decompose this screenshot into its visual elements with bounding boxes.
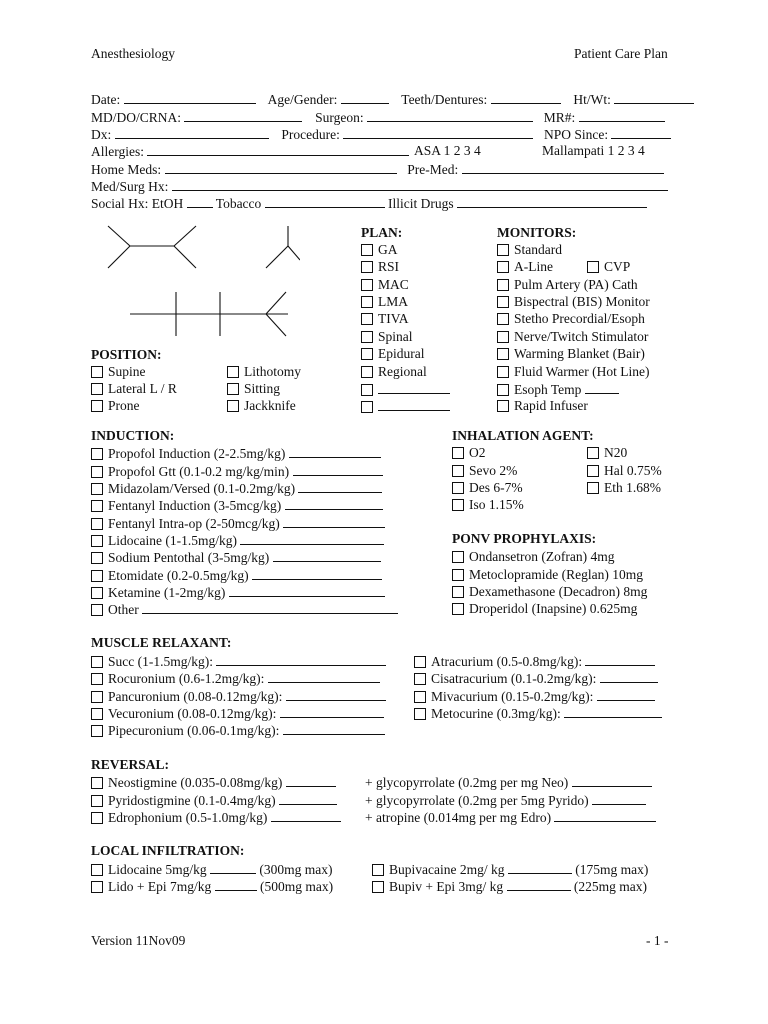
checkbox[interactable] <box>91 366 103 378</box>
page-number: - 1 - <box>646 933 669 948</box>
induction-label: Fentanyl Intra-op (2-50mcg/kg) <box>108 516 280 531</box>
tobacco-field[interactable] <box>265 195 385 208</box>
monitor-item[interactable] <box>587 259 630 275</box>
ponv-label: Ondansetron (Zofran) 4mg <box>469 549 615 564</box>
diagram-line <box>266 292 286 314</box>
dose-field[interactable] <box>229 584 385 597</box>
dose-field[interactable] <box>216 653 386 666</box>
infiltration-item[interactable] <box>372 878 647 895</box>
muscle-item[interactable] <box>414 670 658 687</box>
ponv-item[interactable] <box>452 567 643 583</box>
teeth-field[interactable] <box>491 91 561 104</box>
illicit-field[interactable] <box>457 195 647 208</box>
plan-label: Epidural <box>378 346 425 361</box>
checkbox[interactable] <box>497 296 509 308</box>
checkbox[interactable] <box>91 656 103 668</box>
checkbox[interactable] <box>91 881 103 893</box>
position-right-2[interactable] <box>227 398 296 414</box>
induction-label: Other <box>108 602 139 617</box>
home-meds-label: Home Meds: <box>91 162 162 177</box>
monitor-item[interactable] <box>497 294 650 310</box>
checkbox[interactable] <box>361 401 373 413</box>
induction-item[interactable] <box>91 497 383 514</box>
ponv-label: Metoclopramide (Reglan) 10mg <box>469 567 643 582</box>
dose-field[interactable] <box>283 722 385 735</box>
induction-label: Sodium Pentothal (3-5mg/kg) <box>108 550 270 565</box>
monitor-label: Warming Blanket (Bair) <box>514 346 645 361</box>
infiltration-label: Bupiv + Epi 3mg/ kg <box>389 879 504 894</box>
meds-row <box>91 161 664 178</box>
checkbox[interactable] <box>91 535 103 547</box>
plan-label: RSI <box>378 259 400 274</box>
asa-score[interactable]: ASA 1 2 3 4 <box>414 143 481 158</box>
position-label: Supine <box>108 364 146 379</box>
dose-field[interactable] <box>298 480 382 493</box>
age-gender-label: Age/Gender: <box>267 92 338 107</box>
checkbox[interactable] <box>361 296 373 308</box>
dx-label: Dx: <box>91 127 112 142</box>
infiltration-item[interactable] <box>91 861 332 878</box>
monitor-label: Fluid Warmer (Hot Line) <box>514 364 650 379</box>
ponv-item[interactable] <box>452 584 647 600</box>
procedure-field[interactable] <box>343 126 533 139</box>
dose-field[interactable] <box>564 705 662 718</box>
induction-item[interactable] <box>91 601 398 618</box>
dose-field[interactable] <box>142 601 398 614</box>
inhalation-label: Sevo 2% <box>469 463 518 478</box>
induction-item[interactable] <box>91 445 381 462</box>
plan-label: GA <box>378 242 398 257</box>
infiltration-max: (175mg max) <box>575 862 649 877</box>
monitor-item[interactable] <box>497 329 648 345</box>
reversal-adjunct <box>365 792 646 809</box>
dose-field[interactable] <box>507 878 571 891</box>
dose-field[interactable] <box>215 878 257 891</box>
npo-field[interactable] <box>611 126 671 139</box>
plan-item[interactable] <box>361 364 427 380</box>
etoh-label: Social Hx: EtOH <box>91 196 184 211</box>
checkbox[interactable] <box>91 777 103 789</box>
reversal-label: Neostigmine (0.035-0.08mg/kg) <box>108 775 283 790</box>
plan-item[interactable] <box>361 294 408 310</box>
monitor-item[interactable] <box>497 277 638 293</box>
date-label: Date: <box>91 92 121 107</box>
induction-label: Fentanyl Induction (3-5mcg/kg) <box>108 498 282 513</box>
checkbox[interactable] <box>361 366 373 378</box>
allergies-field[interactable] <box>147 143 409 156</box>
checkbox[interactable] <box>452 603 464 615</box>
checkbox[interactable] <box>452 569 464 581</box>
position-left-2[interactable] <box>91 398 140 414</box>
muscle-title: MUSCLE RELAXANT: <box>91 635 232 650</box>
etoh-field[interactable] <box>187 195 213 208</box>
infiltration-item[interactable] <box>91 878 333 895</box>
checkbox[interactable] <box>497 384 509 396</box>
dose-field[interactable] <box>286 774 336 787</box>
infiltration-item[interactable] <box>372 861 648 878</box>
checkbox[interactable] <box>91 466 103 478</box>
muscle-item[interactable] <box>414 653 655 670</box>
checkbox[interactable] <box>587 482 599 494</box>
inhalation-item[interactable] <box>452 497 524 513</box>
position-right-1[interactable] <box>227 381 280 397</box>
checkbox[interactable] <box>361 279 373 291</box>
monitor-item[interactable] <box>497 398 588 414</box>
muscle-label: Mivacurium (0.15-0.2mg/kg): <box>431 689 594 704</box>
muscle-item[interactable] <box>414 688 655 705</box>
induction-label: Propofol Gtt (0.1-0.2 mg/kg/min) <box>108 464 290 479</box>
induction-label: Lidocaine (1-1.5mg/kg) <box>108 533 237 548</box>
dose-field[interactable] <box>600 670 658 683</box>
illicit-label: Illicit Drugs <box>388 196 454 211</box>
airway-diagram <box>100 220 300 350</box>
monitor-label: Nerve/Twitch Stimulator <box>514 329 649 344</box>
checkbox[interactable] <box>91 604 103 616</box>
date-row <box>91 91 694 108</box>
infiltration-max: (225mg max) <box>573 879 647 894</box>
checkbox[interactable] <box>414 656 426 668</box>
dose-field[interactable] <box>240 532 384 545</box>
position-left-0[interactable] <box>91 364 146 380</box>
muscle-item[interactable] <box>91 722 385 739</box>
position-label: Sitting <box>244 381 281 396</box>
plan-item-blank[interactable] <box>361 381 450 398</box>
checkbox[interactable] <box>91 500 103 512</box>
checkbox[interactable] <box>372 881 384 893</box>
dose-field[interactable] <box>585 653 655 666</box>
esoph-temp-field[interactable] <box>585 381 619 394</box>
plan-item-blank[interactable] <box>361 398 450 415</box>
inhalation-label: Hal 0.75% <box>604 463 662 478</box>
inhalation-item[interactable] <box>452 480 523 496</box>
monitor-item[interactable] <box>497 381 619 398</box>
pre-med-label: Pre-Med: <box>407 162 459 177</box>
reversal-title: REVERSAL: <box>91 757 170 772</box>
checkbox[interactable] <box>497 261 509 273</box>
checkbox[interactable] <box>91 795 103 807</box>
md-label: MD/DO/CRNA: <box>91 110 182 125</box>
inhalation-item[interactable] <box>587 445 627 461</box>
diagram-line <box>108 226 130 246</box>
position-label: Prone <box>108 398 140 413</box>
plan-item[interactable] <box>361 329 413 345</box>
dose-field[interactable] <box>280 705 384 718</box>
position-label: Lithotomy <box>244 364 301 379</box>
checkbox[interactable] <box>91 587 103 599</box>
monitor-label: Bispectral (BIS) Monitor <box>514 294 650 309</box>
checkbox[interactable] <box>91 570 103 582</box>
checkbox[interactable] <box>587 261 599 273</box>
infiltration-label: Lido + Epi 7mg/kg <box>108 879 212 894</box>
med-surg-row <box>91 178 668 195</box>
department-title: Anesthesiology <box>91 46 175 61</box>
muscle-item[interactable] <box>91 653 386 670</box>
diagram-line <box>266 246 288 268</box>
muscle-label: Pipecuronium (0.06-0.1mg/kg): <box>108 723 280 738</box>
plan-label: TIVA <box>378 311 409 326</box>
checkbox[interactable] <box>414 691 426 703</box>
dose-field[interactable] <box>210 861 256 874</box>
ht-wt-label: Ht/Wt: <box>573 92 611 107</box>
position-left-1[interactable] <box>91 381 177 397</box>
induction-label: Etomidate (0.2-0.5mg/kg) <box>108 568 249 583</box>
checkbox[interactable] <box>91 400 103 412</box>
dose-field[interactable] <box>285 497 383 510</box>
monitor-label: Stetho Precordial/Esoph <box>514 311 645 326</box>
checkbox[interactable] <box>91 812 103 824</box>
plan-label: Spinal <box>378 329 413 344</box>
provider-row <box>91 109 665 126</box>
dose-field[interactable] <box>592 792 646 805</box>
diagram-line <box>174 246 196 268</box>
dose-field[interactable] <box>271 809 341 822</box>
mallampati-score[interactable]: Mallampati 1 2 3 4 <box>542 143 645 158</box>
dose-field[interactable] <box>268 670 380 683</box>
dose-field[interactable] <box>252 567 382 580</box>
checkbox[interactable] <box>361 261 373 273</box>
plan-item[interactable] <box>361 277 409 293</box>
procedure-label: Procedure: <box>281 127 340 142</box>
med-surg-label: Med/Surg Hx: <box>91 179 169 194</box>
checkbox[interactable] <box>497 400 509 412</box>
dx-row <box>91 126 671 143</box>
ponv-title: PONV PROPHYLAXIS: <box>452 531 597 546</box>
home-meds-field[interactable] <box>165 161 397 174</box>
plan-title: PLAN: <box>361 225 403 240</box>
induction-label: Propofol Induction (2-2.5mg/kg) <box>108 446 286 461</box>
monitor-label: Rapid Infuser <box>514 398 588 413</box>
inhalation-item[interactable] <box>452 445 486 461</box>
induction-item[interactable] <box>91 567 382 584</box>
infiltration-label: Lidocaine 5mg/kg <box>108 862 207 877</box>
diagram-line <box>174 226 196 246</box>
inhalation-item[interactable] <box>452 463 517 479</box>
dose-field[interactable] <box>279 792 337 805</box>
muscle-label: Vecuronium (0.08-0.12mg/kg): <box>108 706 277 721</box>
checkbox[interactable] <box>587 465 599 477</box>
reversal-item[interactable] <box>91 792 337 809</box>
age-gender-field[interactable] <box>341 91 389 104</box>
position-title: POSITION: <box>91 347 162 362</box>
monitors-title: MONITORS: <box>497 225 577 240</box>
muscle-label: Atracurium (0.5-0.8mg/kg): <box>431 654 583 669</box>
checkbox[interactable] <box>497 331 509 343</box>
infiltration-label: Bupivacaine 2mg/ kg <box>389 862 505 877</box>
checkbox[interactable] <box>361 313 373 325</box>
checkbox[interactable] <box>452 499 464 511</box>
checkbox[interactable] <box>227 383 239 395</box>
mr-label: MR#: <box>543 110 576 125</box>
checkbox[interactable] <box>452 551 464 563</box>
checkbox[interactable] <box>91 708 103 720</box>
checkbox[interactable] <box>452 447 464 459</box>
inhalation-item[interactable] <box>587 463 662 479</box>
reversal-item[interactable] <box>91 774 336 791</box>
monitor-item[interactable] <box>497 364 650 380</box>
checkbox[interactable] <box>497 366 509 378</box>
induction-label: Ketamine (1-2mg/kg) <box>108 585 226 600</box>
checkbox[interactable] <box>361 331 373 343</box>
dose-field[interactable] <box>597 688 655 701</box>
reversal-adjunct <box>365 774 652 791</box>
mr-field[interactable] <box>579 109 665 122</box>
monitor-label: Standard <box>514 242 562 257</box>
muscle-item[interactable] <box>91 705 384 722</box>
checkbox[interactable] <box>91 864 103 876</box>
inhalation-label: Des 6-7% <box>469 480 523 495</box>
allergies-label: Allergies: <box>91 144 144 159</box>
checkbox[interactable] <box>361 244 373 256</box>
muscle-item[interactable] <box>91 688 386 705</box>
reversal-label: Edrophonium (0.5-1.0mg/kg) <box>108 810 268 825</box>
muscle-label: Metocurine (0.3mg/kg): <box>431 706 561 721</box>
checkbox[interactable] <box>497 313 509 325</box>
tobacco-label: Tobacco <box>215 196 262 211</box>
induction-item[interactable] <box>91 515 385 532</box>
induction-item[interactable] <box>91 480 382 497</box>
checkbox[interactable] <box>91 552 103 564</box>
checkbox[interactable] <box>91 383 103 395</box>
dose-field[interactable] <box>554 809 656 822</box>
plan-blank-field[interactable] <box>378 381 450 394</box>
position-label: Jackknife <box>244 398 296 413</box>
checkbox[interactable] <box>91 725 103 737</box>
ponv-label: Droperidol (Inapsine) 0.625mg <box>469 601 638 616</box>
position-label: Lateral L / R <box>108 381 177 396</box>
diagram-line <box>108 246 130 268</box>
checkbox[interactable] <box>452 465 464 477</box>
dose-field[interactable] <box>572 774 652 787</box>
plan-label: Regional <box>378 364 427 379</box>
reversal-adjunct-label: + atropine (0.014mg per mg Edro) <box>365 810 552 825</box>
form-title: Patient Care Plan <box>574 46 668 61</box>
npo-label: NPO Since: <box>543 127 609 142</box>
checkbox[interactable] <box>587 447 599 459</box>
induction-label: Midazolam/Versed (0.1-0.2mg/kg) <box>108 481 296 496</box>
plan-item[interactable] <box>361 259 399 275</box>
checkbox[interactable] <box>497 279 509 291</box>
muscle-label: Succ (1-1.5mg/kg): <box>108 654 213 669</box>
induction-title: INDUCTION: <box>91 428 175 443</box>
dose-field[interactable] <box>283 515 385 528</box>
teeth-label: Teeth/Dentures: <box>401 92 488 107</box>
dose-field[interactable] <box>289 445 381 458</box>
ponv-item[interactable] <box>452 601 637 617</box>
checkbox[interactable] <box>227 400 239 412</box>
monitor-label: Esoph Temp <box>514 382 582 397</box>
social-row <box>91 195 647 212</box>
dose-field[interactable] <box>273 549 381 562</box>
dx-field[interactable] <box>115 126 269 139</box>
checkbox[interactable] <box>497 244 509 256</box>
md-field[interactable] <box>184 109 302 122</box>
diagram-line <box>266 314 286 336</box>
plan-label: MAC <box>378 277 409 292</box>
monitor-item[interactable] <box>497 346 645 362</box>
induction-item[interactable] <box>91 532 384 549</box>
monitor-label: CVP <box>604 259 631 274</box>
pre-med-field[interactable] <box>462 161 664 174</box>
monitor-label: Pulm Artery (PA) Cath <box>514 277 638 292</box>
inhalation-label: O2 <box>469 445 486 460</box>
checkbox[interactable] <box>91 448 103 460</box>
monitor-item[interactable] <box>497 311 645 327</box>
inhalation-label: Iso 1.15% <box>469 497 524 512</box>
surgeon-label: Surgeon: <box>315 110 364 125</box>
checkbox[interactable] <box>372 864 384 876</box>
induction-item[interactable] <box>91 463 383 480</box>
muscle-label: Rocuronium (0.6-1.2mg/kg): <box>108 671 265 686</box>
allergies-row <box>91 143 409 160</box>
muscle-item[interactable] <box>414 705 662 722</box>
date-field[interactable] <box>124 91 256 104</box>
induction-item[interactable] <box>91 584 385 601</box>
inhalation-label: Eth 1.68% <box>604 480 661 495</box>
checkbox[interactable] <box>91 518 103 530</box>
dose-field[interactable] <box>508 861 572 874</box>
checkbox[interactable] <box>452 586 464 598</box>
muscle-label: Cisatracurium (0.1-0.2mg/kg): <box>431 671 597 686</box>
checkbox[interactable] <box>91 483 103 495</box>
monitor-label: A-Line <box>514 259 553 274</box>
reversal-adjunct-label: + glycopyrrolate (0.2mg per 5mg Pyrido) <box>365 793 589 808</box>
reversal-item[interactable] <box>91 809 341 826</box>
ponv-item[interactable] <box>452 549 614 565</box>
checkbox[interactable] <box>497 348 509 360</box>
version-label: Version 11Nov09 <box>91 933 186 948</box>
muscle-label: Pancuronium (0.08-0.12mg/kg): <box>108 689 283 704</box>
surgeon-field[interactable] <box>367 109 533 122</box>
plan-item[interactable] <box>361 346 425 362</box>
plan-item[interactable] <box>361 242 398 258</box>
infiltration-title: LOCAL INFILTRATION: <box>91 843 245 858</box>
plan-item[interactable] <box>361 311 409 327</box>
monitor-item[interactable] <box>497 242 562 258</box>
checkbox[interactable] <box>414 673 426 685</box>
ponv-label: Dexamethasone (Decadron) 8mg <box>469 584 648 599</box>
inhalation-label: N20 <box>604 445 628 460</box>
checkbox[interactable] <box>361 384 373 396</box>
dose-field[interactable] <box>286 688 386 701</box>
infiltration-max: (300mg max) <box>259 862 333 877</box>
inhalation-title: INHALATION AGENT: <box>452 428 594 443</box>
checkbox[interactable] <box>361 348 373 360</box>
ht-wt-field[interactable] <box>614 91 694 104</box>
med-surg-field[interactable] <box>172 178 668 191</box>
monitor-item[interactable] <box>497 259 553 275</box>
checkbox[interactable] <box>452 482 464 494</box>
checkbox[interactable] <box>414 708 426 720</box>
diagram-line <box>288 246 300 260</box>
checkbox[interactable] <box>91 691 103 703</box>
reversal-adjunct-label: + glycopyrrolate (0.2mg per mg Neo) <box>365 775 569 790</box>
reversal-label: Pyridostigmine (0.1-0.4mg/kg) <box>108 793 276 808</box>
induction-item[interactable] <box>91 549 381 566</box>
dose-field[interactable] <box>293 463 383 476</box>
checkbox[interactable] <box>91 673 103 685</box>
position-right-0[interactable] <box>227 364 301 380</box>
muscle-item[interactable] <box>91 670 380 687</box>
plan-blank-field[interactable] <box>378 398 450 411</box>
checkbox[interactable] <box>227 366 239 378</box>
reversal-adjunct <box>365 809 656 826</box>
plan-label: LMA <box>378 294 408 309</box>
infiltration-max: (500mg max) <box>259 879 334 894</box>
inhalation-item[interactable] <box>587 480 661 496</box>
